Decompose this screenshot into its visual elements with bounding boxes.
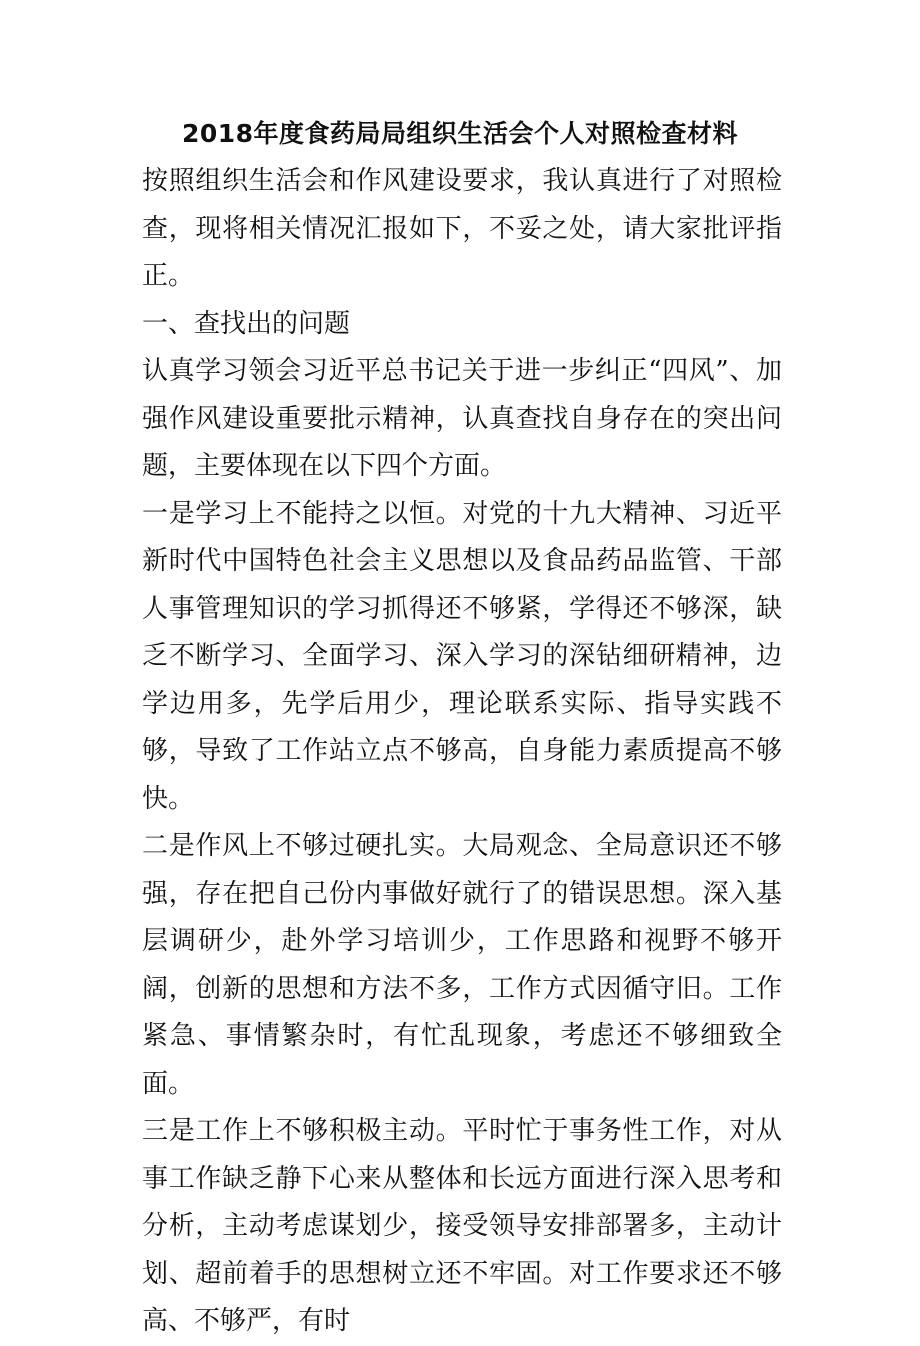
paragraph-style: 二是作风上不够过硬扎实。大局观念、全局意识还不够强，存在把自己份内事做好就行了的错误思想。深入基层调研少，赴外学习培训少，工作思路和视野不够开阔，创新的思想和方法不多，工作方式因循守旧。工作紧急、事情繁杂时，有忙乱现象，考虑还不够细致全面。	[142, 831, 782, 1099]
document-body	[142, 158, 782, 1346]
paragraph-intro: 按照组织生活会和作风建设要求，我认真进行了对照检查，现将相关情况汇报如下，不妥之处，请大家批评指正。	[142, 166, 782, 291]
paragraph-summary: 认真学习领会习近平总书记关于进一步纠正“四风”、加强作风建设重要批示精神，认真查找自身存在的突出问题，主要体现在以下四个方面。	[142, 356, 782, 481]
paragraph-study: 一是学习上不能持之以恒。对党的十九大精神、习近平新时代中国特色社会主义思想以及食品药品监管、干部人事管理知识的学习抓得还不够紧，学得还不够深，缺乏不断学习、全面学习、深入学习的深钻细研精神，边学边用多，先学后用少，理论联系实际、指导实践不够，导致了工作站立点不够高，自身能力素质提高不够快。	[142, 498, 782, 814]
paragraph-work: 三是工作上不够积极主动。平时忙于事务性工作，对从事工作缺乏静下心来从整体和长远方面进行深入思考和分析，主动考虑谋划少，接受领导安排部署多，主动计划、超前着手的思想树立还不牢固。对工作要求还不够高、不够严，有时	[142, 1116, 782, 1336]
section-heading-problems: 一、查找出的问题	[142, 308, 351, 339]
document-title: 2018年度食药局局组织生活会个人对照检查材料	[181, 119, 739, 148]
